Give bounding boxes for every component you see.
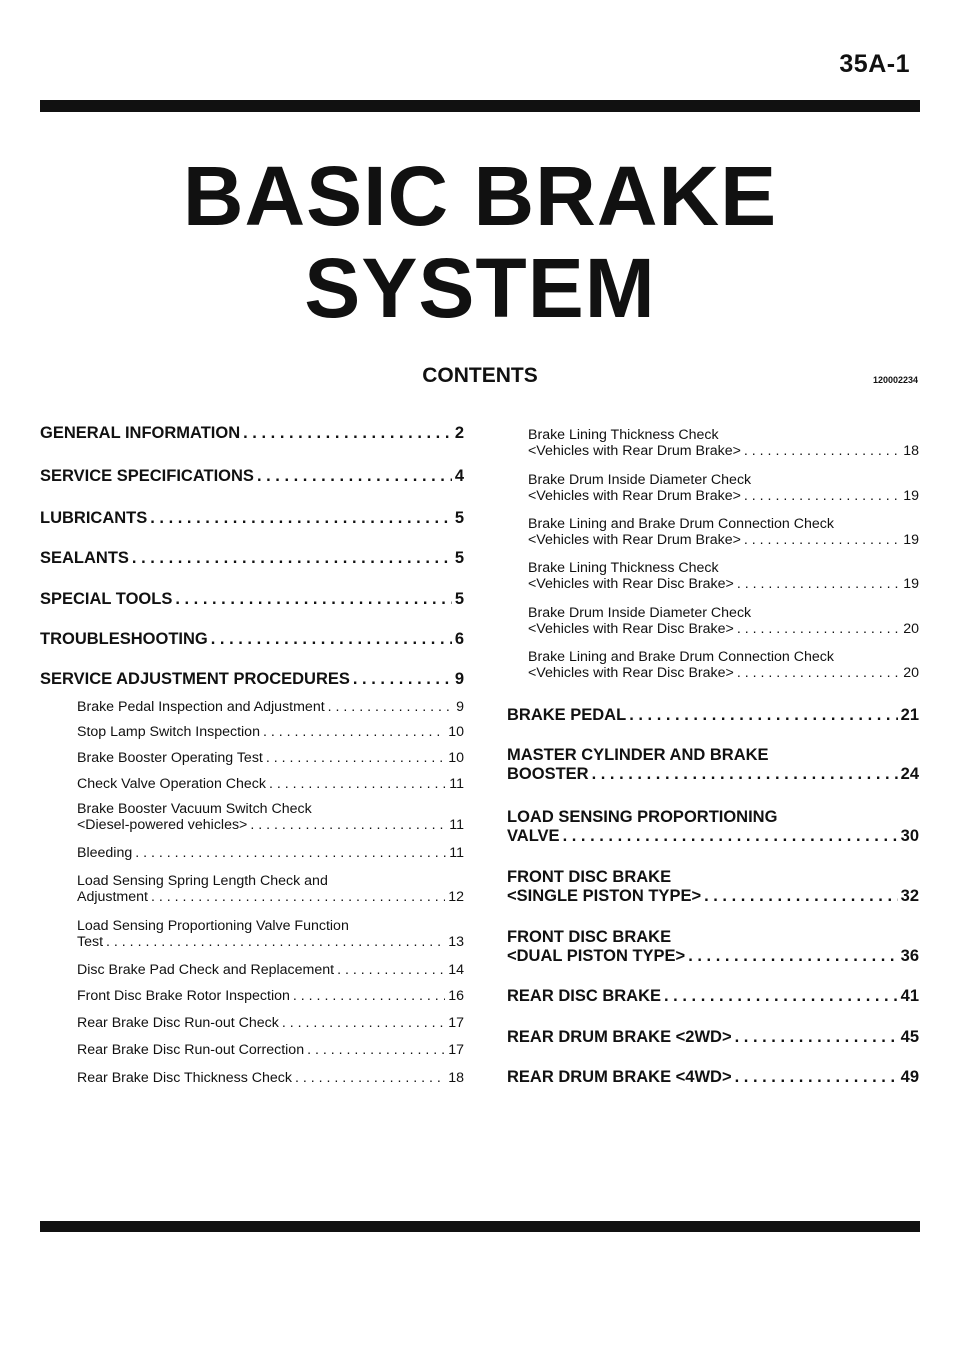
toc-entry-label: <SINGLE PISTON TYPE> bbox=[507, 887, 702, 905]
leader-dots bbox=[307, 1042, 445, 1058]
toc-entry[interactable] bbox=[507, 706, 919, 725]
toc-entry-page: 10 bbox=[448, 724, 464, 740]
toc-entry-label: Stop Lamp Switch Inspection bbox=[77, 724, 260, 740]
toc-entry-label: Brake Booster Operating Test bbox=[77, 750, 263, 766]
toc-entry-label: REAR DISC BRAKE bbox=[507, 987, 662, 1005]
toc-entry[interactable] bbox=[77, 873, 464, 905]
toc-entry-page: 9 bbox=[454, 670, 464, 688]
contents-heading: CONTENTS bbox=[422, 364, 538, 387]
toc-entry[interactable] bbox=[40, 630, 464, 649]
toc-entry-label: <Diesel-powered vehicles> bbox=[77, 817, 248, 833]
toc-entry-line1: Brake Drum Inside Diameter Check bbox=[528, 472, 752, 488]
leader-dots bbox=[744, 488, 900, 504]
toc-entry-page: 45 bbox=[900, 1028, 919, 1046]
toc-entry-label: <Vehicles with Rear Drum Brake> bbox=[528, 532, 741, 548]
leader-dots bbox=[688, 947, 897, 966]
toc-entry-label: Disc Brake Pad Check and Replacement bbox=[77, 962, 335, 978]
leader-dots bbox=[737, 576, 900, 592]
toc-entry[interactable] bbox=[77, 988, 464, 1004]
toc-entry-label: SERVICE ADJUSTMENT PROCEDURES bbox=[40, 670, 350, 688]
toc-entry[interactable] bbox=[40, 549, 464, 568]
toc-entry-label: BOOSTER bbox=[507, 765, 589, 783]
leader-dots bbox=[211, 630, 452, 649]
leader-dots bbox=[704, 887, 898, 906]
toc-entry[interactable] bbox=[528, 427, 919, 459]
toc-entry[interactable] bbox=[77, 724, 464, 740]
toc-entry[interactable] bbox=[40, 424, 464, 443]
toc-entry-label: LUBRICANTS bbox=[40, 509, 148, 527]
toc-entry-label: VALVE bbox=[507, 827, 560, 845]
toc-entry-line1: Brake Lining and Brake Drum Connection Check bbox=[528, 516, 834, 532]
toc-entry-page: 24 bbox=[900, 765, 919, 783]
leader-dots bbox=[737, 621, 900, 637]
toc-entry[interactable] bbox=[507, 987, 919, 1006]
toc-entry-line1: Brake Lining and Brake Drum Connection Check bbox=[528, 649, 834, 665]
leader-dots bbox=[269, 776, 446, 792]
toc-entry-page: 6 bbox=[454, 630, 464, 648]
toc-entry-page: 5 bbox=[454, 549, 464, 567]
toc-entry-page: 5 bbox=[454, 509, 464, 527]
toc-entry-line1: Load Sensing Spring Length Check and bbox=[77, 873, 328, 889]
toc-entry-label: <DUAL PISTON TYPE> bbox=[507, 947, 686, 965]
leader-dots bbox=[664, 987, 898, 1006]
toc-entry[interactable] bbox=[77, 801, 464, 833]
leader-dots bbox=[175, 590, 451, 609]
toc-entry-label: <Vehicles with Rear Drum Brake> bbox=[528, 443, 741, 459]
leader-dots bbox=[106, 934, 445, 950]
toc-entry-page: 32 bbox=[900, 887, 919, 905]
toc-entry-page: 11 bbox=[449, 817, 464, 833]
toc-entry-label: Check Valve Operation Check bbox=[77, 776, 266, 792]
toc-entry-page: 19 bbox=[903, 576, 919, 592]
toc-entry-label: Adjustment bbox=[77, 889, 148, 905]
page-title bbox=[0, 150, 960, 334]
toc-entry-page: 30 bbox=[900, 827, 919, 845]
leader-dots bbox=[629, 706, 897, 725]
toc-entry[interactable] bbox=[77, 699, 464, 715]
leader-dots bbox=[744, 532, 900, 548]
toc-entry[interactable] bbox=[77, 962, 464, 978]
page-number: 35A-1 bbox=[839, 50, 910, 78]
toc-entry-label: <Vehicles with Rear Drum Brake> bbox=[528, 488, 741, 504]
leader-dots bbox=[592, 765, 898, 784]
leader-dots bbox=[282, 1015, 445, 1031]
toc-entry-label: SPECIAL TOOLS bbox=[40, 590, 173, 608]
toc-entry-page: 36 bbox=[900, 947, 919, 965]
leader-dots bbox=[135, 845, 446, 861]
toc-entry-line1: Brake Booster Vacuum Switch Check bbox=[77, 801, 312, 817]
toc-entry-page: 11 bbox=[449, 845, 464, 861]
toc-entry[interactable] bbox=[528, 649, 919, 681]
toc-entry-label: Bleeding bbox=[77, 845, 133, 861]
toc-entry-page: 9 bbox=[456, 699, 464, 715]
toc-entry[interactable] bbox=[77, 1015, 464, 1031]
toc-entry-page: 17 bbox=[448, 1015, 464, 1031]
toc-entry-line1: LOAD SENSING PROPORTIONING bbox=[507, 808, 778, 826]
toc-entry-label: Test bbox=[77, 934, 104, 950]
toc-entry-label: <Vehicles with Rear Disc Brake> bbox=[528, 665, 734, 681]
toc-entry[interactable] bbox=[77, 750, 464, 766]
title-line-2: SYSTEM bbox=[304, 241, 656, 335]
toc-entry-label: <Vehicles with Rear Disc Brake> bbox=[528, 621, 734, 637]
toc-entry-page: 5 bbox=[454, 590, 464, 608]
toc-entry-line1: Brake Lining Thickness Check bbox=[528, 427, 719, 443]
toc-entry-label: Brake Pedal Inspection and Adjustment bbox=[77, 699, 325, 715]
toc-entry-label: GENERAL INFORMATION bbox=[40, 424, 241, 442]
toc-entry-page: 16 bbox=[448, 988, 464, 1004]
toc-entry-page: 20 bbox=[903, 621, 919, 637]
toc-entry-line1: Brake Lining Thickness Check bbox=[528, 560, 719, 576]
toc-entry-page: 14 bbox=[448, 962, 464, 978]
toc-entry-label: TROUBLESHOOTING bbox=[40, 630, 208, 648]
toc-entry[interactable] bbox=[528, 605, 919, 637]
toc-entry[interactable] bbox=[77, 1070, 464, 1086]
toc-entry-line1: Load Sensing Proportioning Valve Function bbox=[77, 918, 349, 934]
toc-entry[interactable] bbox=[507, 808, 919, 846]
toc-entry-label: Rear Brake Disc Thickness Check bbox=[77, 1070, 292, 1086]
toc-entry[interactable] bbox=[40, 590, 464, 609]
top-divider bbox=[40, 100, 920, 112]
toc-entry[interactable] bbox=[507, 746, 919, 784]
toc-entry[interactable] bbox=[507, 1028, 919, 1047]
leader-dots bbox=[353, 670, 452, 689]
toc-entry-label: Rear Brake Disc Run-out Correction bbox=[77, 1042, 305, 1058]
toc-entry-label: <Vehicles with Rear Disc Brake> bbox=[528, 576, 734, 592]
toc-entry-page: 11 bbox=[449, 776, 464, 792]
leader-dots bbox=[257, 467, 452, 486]
toc-entry[interactable] bbox=[77, 845, 464, 861]
toc-entry-label: Front Disc Brake Rotor Inspection bbox=[77, 988, 290, 1004]
leader-dots bbox=[250, 817, 446, 833]
toc-entry-page: 2 bbox=[454, 424, 464, 442]
toc-entry-page: 19 bbox=[903, 532, 919, 548]
bottom-divider bbox=[40, 1221, 920, 1232]
toc-entry[interactable] bbox=[40, 509, 464, 528]
toc-entry[interactable] bbox=[507, 1068, 919, 1087]
toc-entry[interactable] bbox=[40, 670, 464, 689]
toc-entry-line1: FRONT DISC BRAKE bbox=[507, 868, 672, 886]
toc-entry[interactable] bbox=[40, 467, 464, 486]
leader-dots bbox=[243, 424, 452, 443]
toc-entry-page: 41 bbox=[900, 987, 919, 1005]
leader-dots bbox=[735, 1028, 898, 1047]
toc-entry-label: REAR DRUM BRAKE <2WD> bbox=[507, 1028, 732, 1046]
toc-entry-label: BRAKE PEDAL bbox=[507, 706, 627, 724]
toc-entry-page: 21 bbox=[900, 706, 919, 724]
toc-entry-line1: Brake Drum Inside Diameter Check bbox=[528, 605, 752, 621]
leader-dots bbox=[150, 509, 452, 528]
toc-entry-page: 49 bbox=[900, 1068, 919, 1086]
toc-entry-page: 18 bbox=[903, 443, 919, 459]
leader-dots bbox=[735, 1068, 898, 1087]
leader-dots bbox=[737, 665, 900, 681]
leader-dots bbox=[328, 699, 453, 715]
leader-dots bbox=[293, 988, 445, 1004]
toc-entry-line1: FRONT DISC BRAKE bbox=[507, 928, 672, 946]
toc-entry[interactable] bbox=[528, 560, 919, 592]
toc-entry-page: 10 bbox=[448, 750, 464, 766]
toc-entry-label: SEALANTS bbox=[40, 549, 129, 567]
leader-dots bbox=[295, 1070, 445, 1086]
toc-entry-page: 12 bbox=[448, 889, 464, 905]
toc-entry-label: Rear Brake Disc Run-out Check bbox=[77, 1015, 279, 1031]
leader-dots bbox=[563, 827, 898, 846]
toc-entry[interactable] bbox=[77, 918, 464, 950]
leader-dots bbox=[151, 889, 445, 905]
toc-entry-line1: MASTER CYLINDER AND BRAKE bbox=[507, 746, 769, 764]
title-line-1: BASIC BRAKE bbox=[182, 149, 778, 243]
leader-dots bbox=[266, 750, 445, 766]
toc-entry[interactable] bbox=[77, 1042, 464, 1058]
toc-entry-label: SERVICE SPECIFICATIONS bbox=[40, 467, 254, 485]
toc-entry[interactable] bbox=[528, 472, 919, 504]
toc-entry-label: REAR DRUM BRAKE <4WD> bbox=[507, 1068, 732, 1086]
toc-entry[interactable] bbox=[507, 928, 919, 966]
document-code: 120002234 bbox=[872, 375, 918, 385]
leader-dots bbox=[263, 724, 445, 740]
toc-entry-page: 20 bbox=[903, 665, 919, 681]
toc-entry-page: 4 bbox=[454, 467, 464, 485]
toc-entry-page: 13 bbox=[448, 934, 464, 950]
toc-entry-page: 18 bbox=[448, 1070, 464, 1086]
toc-entry-page: 19 bbox=[903, 488, 919, 504]
leader-dots bbox=[132, 549, 452, 568]
toc-entry[interactable] bbox=[507, 868, 919, 906]
toc-entry[interactable] bbox=[528, 516, 919, 548]
leader-dots bbox=[337, 962, 445, 978]
toc-entry[interactable] bbox=[77, 776, 464, 792]
toc-entry-page: 17 bbox=[448, 1042, 464, 1058]
leader-dots bbox=[744, 443, 900, 459]
